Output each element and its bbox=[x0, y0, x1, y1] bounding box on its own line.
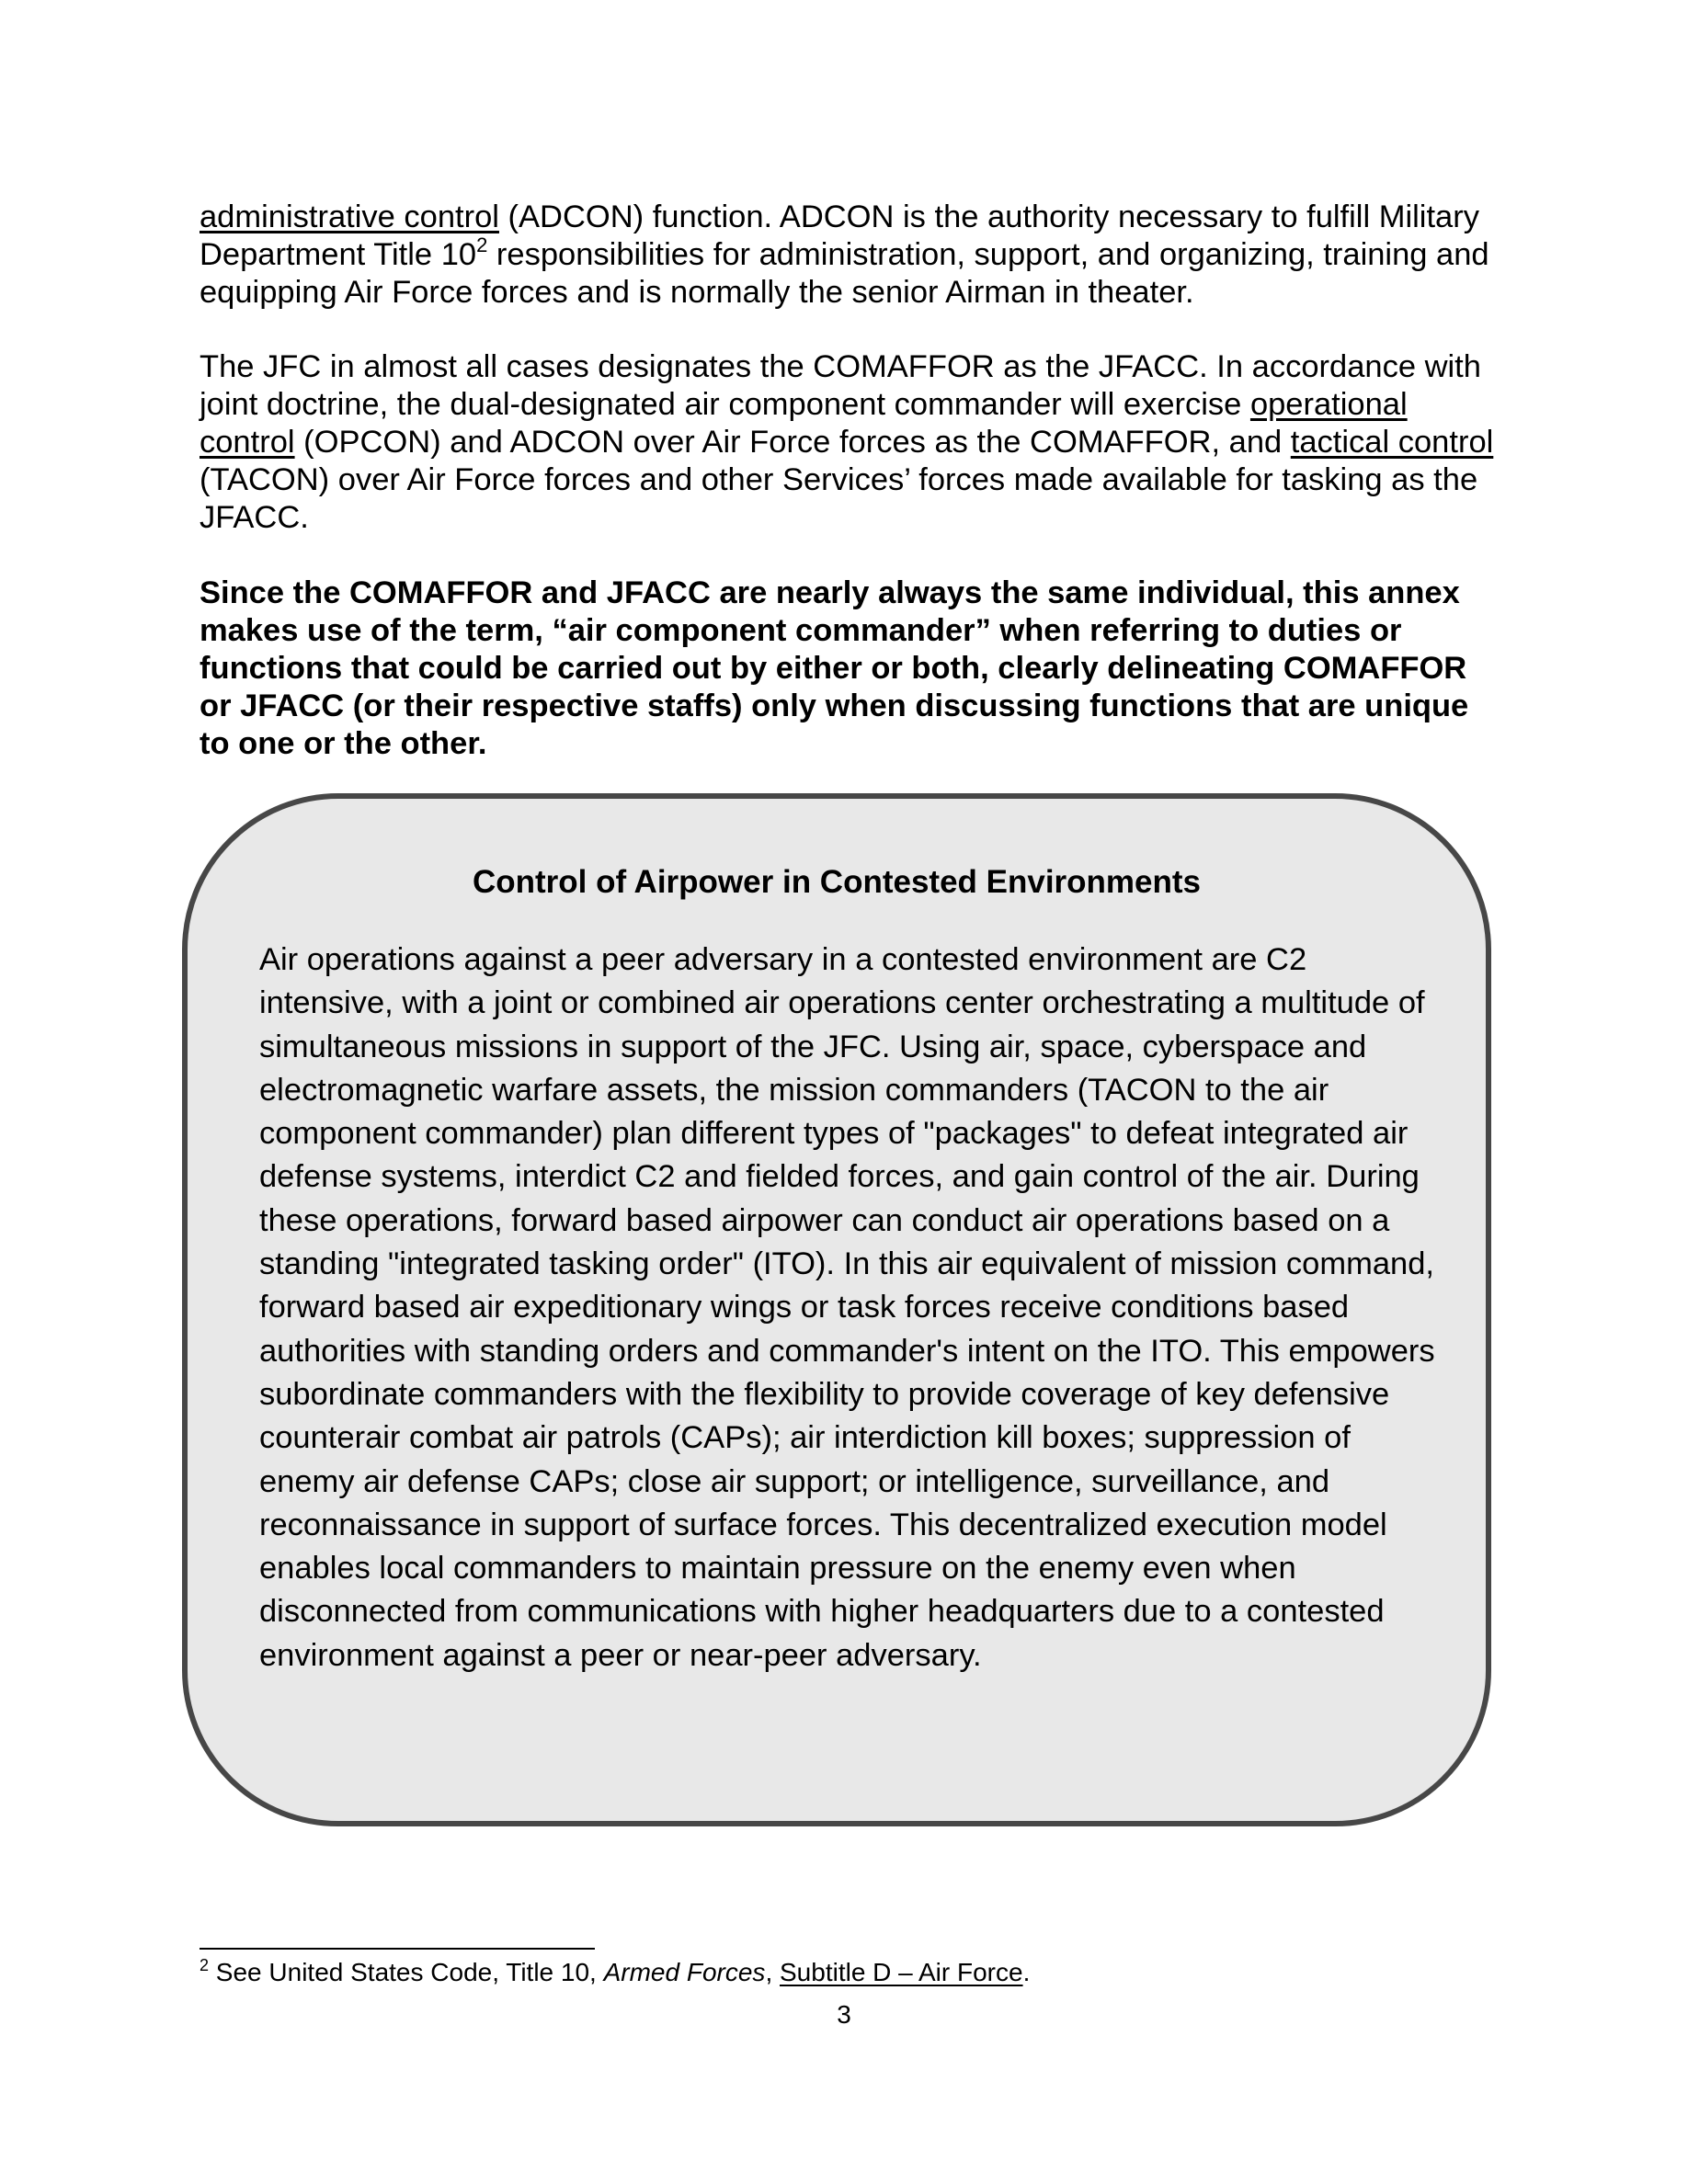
footnote-text-a: See United States Code, Title 10, bbox=[209, 1958, 604, 1986]
footnote-text-b: , bbox=[765, 1958, 780, 1986]
paragraph-adcon-text-b: responsibilities for administration, support, and organizing, training and equipping Air Force forces and is normally the senior Airman in theater. bbox=[200, 237, 1489, 310]
sidebar-body: Air operations against a peer adversary in a contested environment are C2 intensive, with a joint or combined air operations center orchestrating a multitude of simultaneous missions in support of the JFC. Using air, space, cyberspace and electromagnetic warfare assets, the mission commanders (TACON to the air component commander) plan different types of "packages" to defeat integrated air defense systems, interdict C2 and fielded forces, and gain control of the air. During these operations, forward based airpower can conduct air operations based on a standing "integrated tasking order" (ITO). In this air equivalent of mission command, forward based air expeditionary wings or task forces receive conditions based authorities with standing orders and commander's intent on the ITO. This empowers subordinate commanders with the flexibility to provide coverage of key defensive counterair combat air patrols (CAPs); air interdiction kill boxes; suppression of enemy air defense CAPs; close air support; or intelligence, surveillance, and reconnaissance in support of surface forces. This decentralized execution model enables local commanders to maintain pressure on the enemy even when disconnected from communications with higher headquarters due to a contested environment against a peer or near-peer adversary. bbox=[259, 942, 1435, 1673]
operational-control-link[interactable]: operational control bbox=[200, 387, 1408, 460]
paragraph-jfacc-text-a: The JFC in almost all cases designates the COMAFFOR as the JFACC. In accordance with joint doctrine, the dual-designated air component commander will exercise bbox=[200, 349, 1481, 422]
footnote-text-c: . bbox=[1022, 1958, 1031, 1986]
footnote-reference[interactable]: 2 bbox=[476, 233, 488, 256]
page-number: 3 bbox=[837, 2000, 851, 2029]
footnote-separator bbox=[200, 1948, 595, 1950]
subtitle-d-link[interactable]: Subtitle D – Air Force bbox=[780, 1958, 1023, 1986]
administrative-control-link[interactable]: administrative control bbox=[200, 199, 499, 234]
sidebar-title: Control of Airpower in Contested Environments bbox=[472, 864, 1202, 900]
tactical-control-link[interactable]: tactical control bbox=[1290, 425, 1494, 460]
sidebar-box bbox=[182, 793, 1491, 1826]
paragraph-adcon-text-a: (ADCON) function. ADCON is the authority necessary to fulfill Military Department Title 10 bbox=[200, 199, 1479, 272]
paragraph-bold-note: Since the COMAFFOR and JFACC are nearly always the same individual, this annex makes use of the term, “air component commander” when referring to duties or functions that could be carried out by either or both, clearly delineating COMAFFOR or JFACC (or their respective staffs) only when discussing functions that are unique to one or the other. bbox=[200, 575, 1469, 761]
paragraph-jfacc-text-b: (OPCON) and ADCON over Air Force forces as the COMAFFOR, and bbox=[294, 425, 1291, 460]
paragraph-jfacc bbox=[200, 348, 1505, 537]
paragraph-adcon bbox=[200, 199, 1505, 312]
footnote-italic: Armed Forces bbox=[603, 1958, 766, 1986]
paragraph-jfacc-text-c: (TACON) over Air Force forces and other Services’ forces made available for tasking as the JFACC. bbox=[200, 462, 1478, 535]
footnote-number: 2 bbox=[200, 1956, 210, 1974]
footnote bbox=[200, 1956, 1030, 1989]
